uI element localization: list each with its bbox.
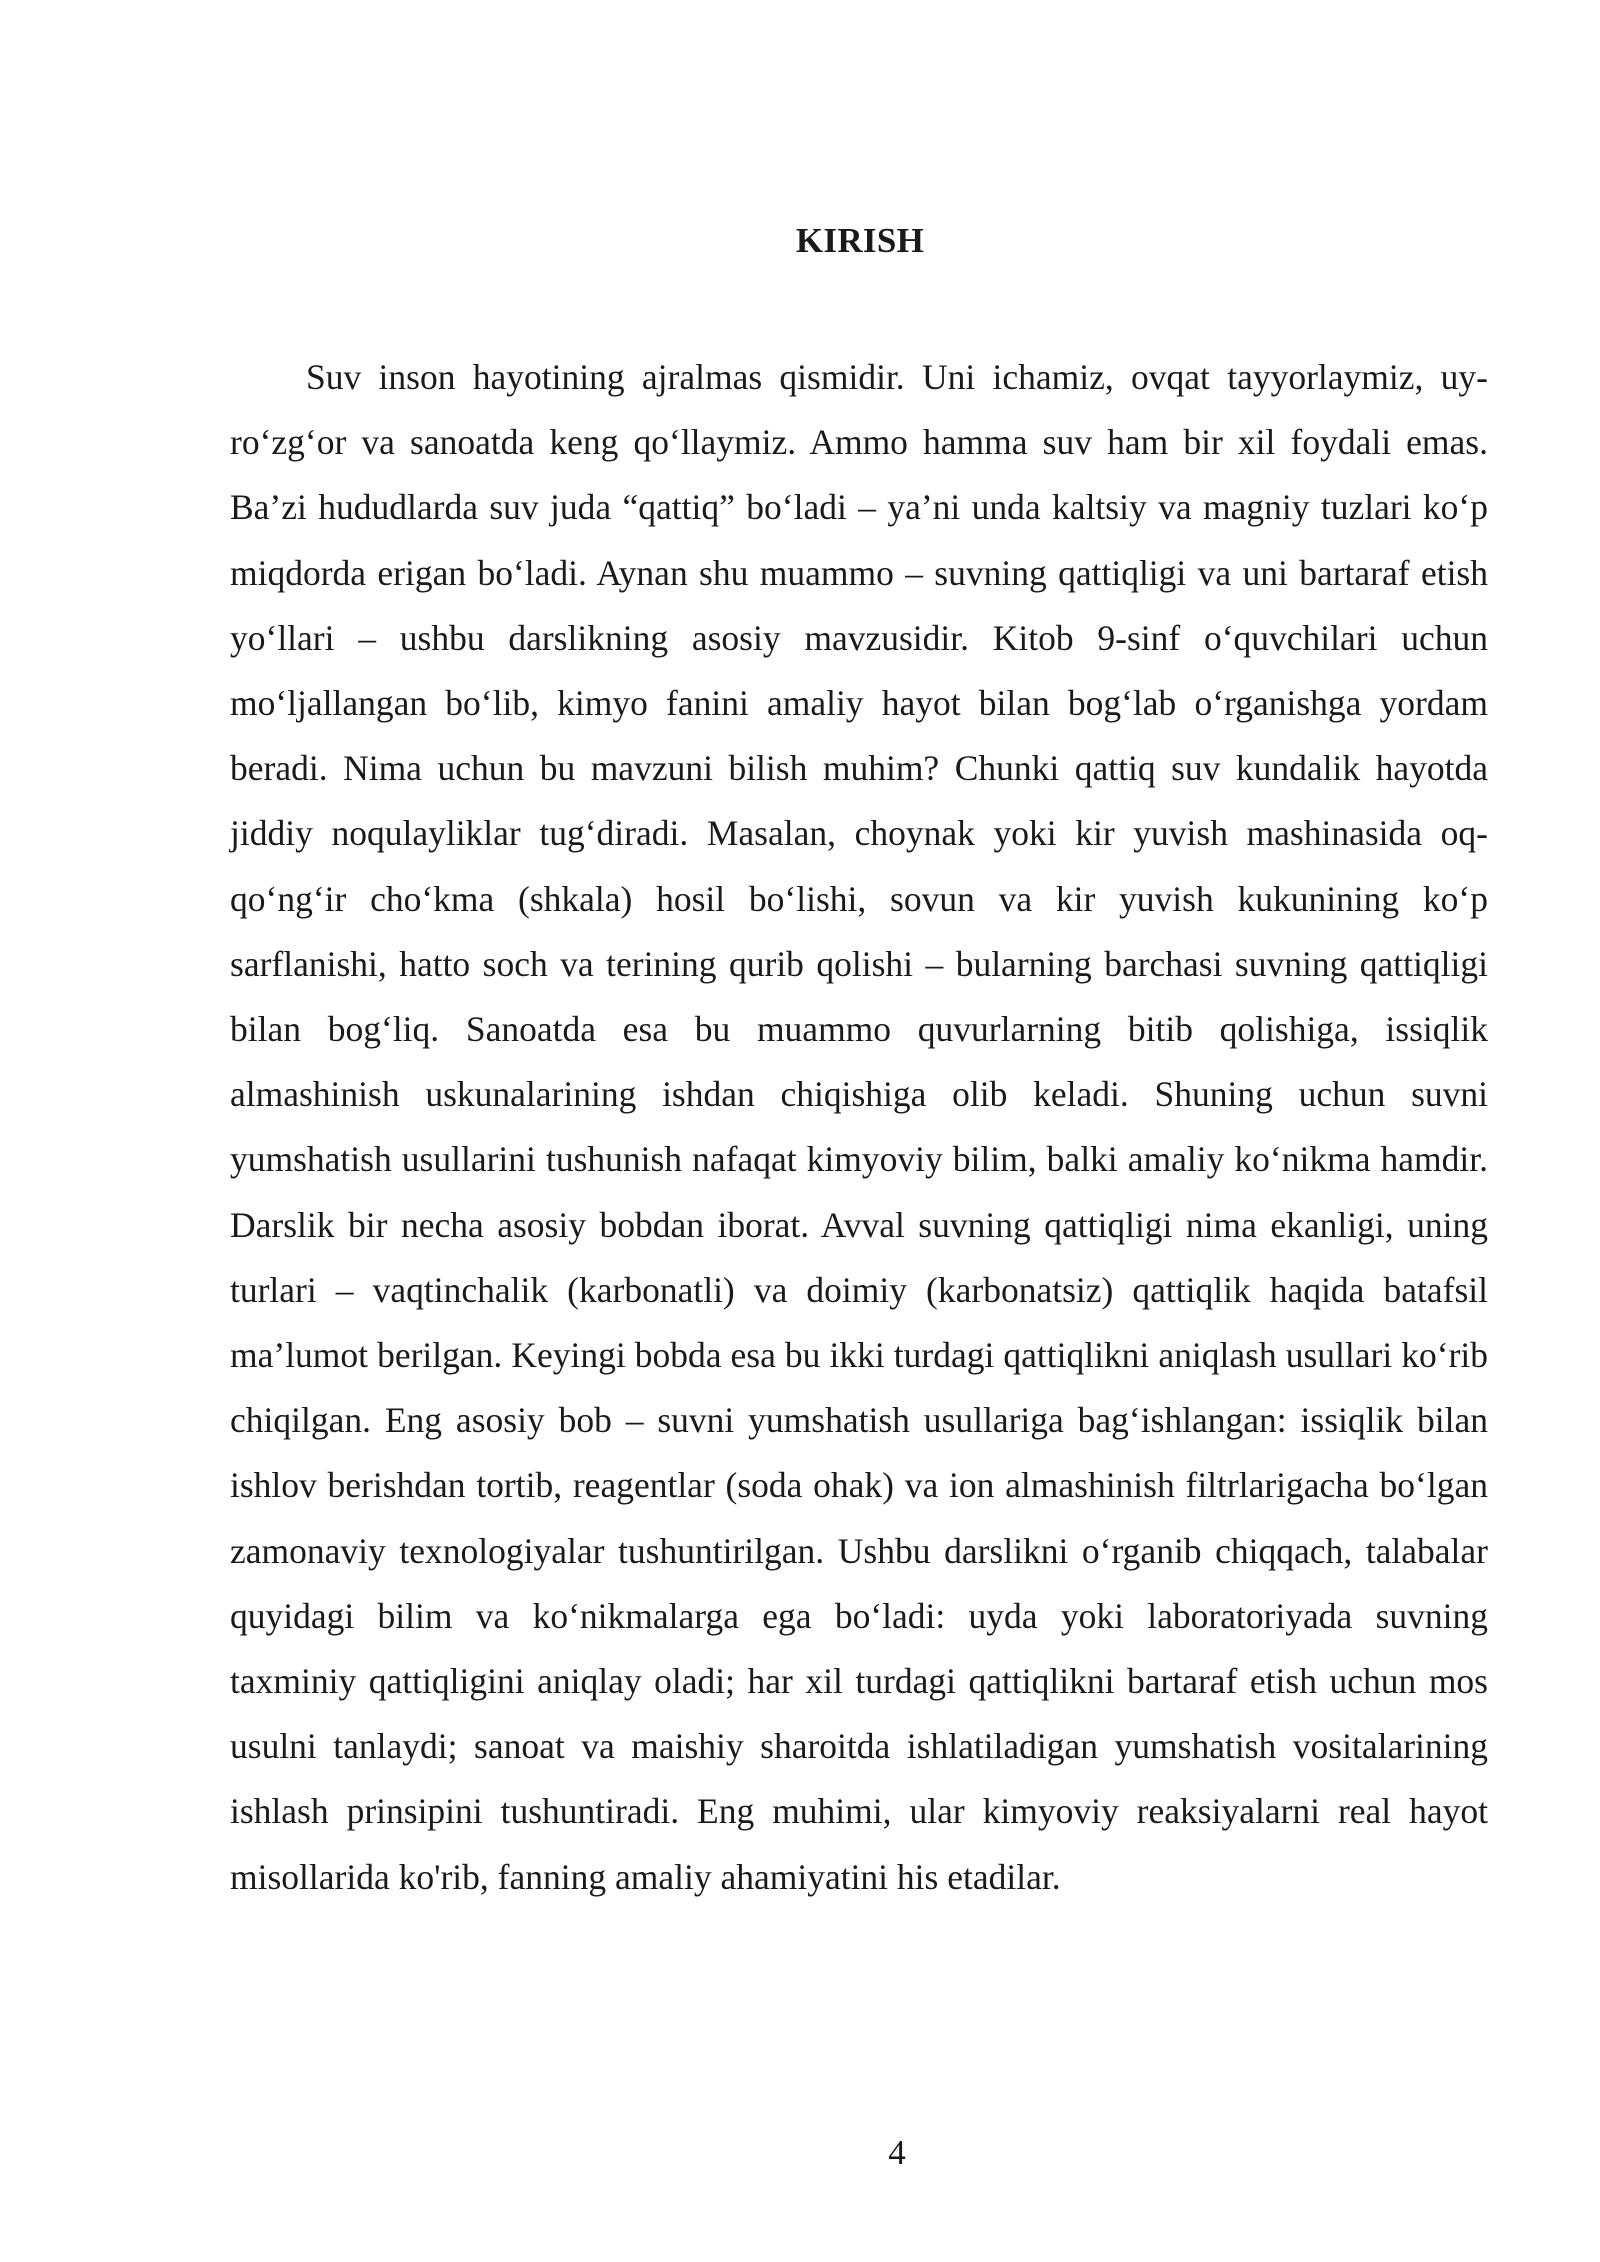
body-paragraph: Suv inson hayotining ajralmas qismidir. Uni ichamiz, ovqat tayyorlaymiz, uy-ro‘zg‘or va sanoatda keng qo‘llaymiz. Ammo hamma suv ham bir xil foydali emas. Ba’zi hududlarda suv juda “qattiq” bo‘ladi – ya’ni unda kaltsiy va magniy tuzlari ko‘p miqdorda erigan bo‘ladi. Aynan shu muammo – suvning qattiqligi va uni bartaraf etish yo‘llari – ushbu darslikning asosiy mavzusidir. Kitob 9-sinf o‘quvchilari uchun mo‘ljallangan bo‘lib, kimyo fanini amaliy hayot bilan bog‘lab o‘rganishga yordam beradi. Nima uchun bu mavzuni bilish muhim? Chunki qattiq suv kundalik hayotda jiddiy noqulayliklar tug‘diradi. Masalan, choynak yoki kir yuvish mashinasida oq-qo‘ng‘ir cho‘kma (shkala) hosil bo‘lishi, sovun va kir yuvish kukunining ko‘p sarflanishi, hatto soch va terining qurib qolishi – bularning barchasi suvning qattiqligi bilan bog‘liq. Sanoatda esa bu muammo quvurlarning bitib qolishiga, issiqlik almashinish uskunalarining ishdan chiqishiga olib keladi. Shuning uchun suvni yumshatish usullarini tushunish nafaqat kimyoviy bilim, balki amaliy ko‘nikma hamdir. Darslik bir necha asosiy bobdan iborat. Avval suvning qattiqligi nima ekanligi, uning turlari – vaqtinchalik (karbonatli) va doimiy (karbonatsiz) qattiqlik haqida batafsil ma’lumot berilgan. Keyingi bobda esa bu ikki turdagi qattiqlikni aniqlash usullari ko‘rib chiqilgan. Eng asosiy bob – suvni yumshatish usullariga bag‘ishlangan: issiqlik bilan ishlov berishdan tortib, reagentlar (soda ohak) va ion almashinish filtrlarigacha bo‘lgan zamonaviy texnologiyalar tushuntirilgan. Ushbu darslikni o‘rganib chiqqach, talabalar quyidagi bilim va ko‘nikmalarga ega bo‘ladi: uyda yoki laboratoriyada suvning taxminiy qattiqligini aniqlay oladi; har xil turdagi qattiqlikni bartaraf etish uchun mos usulni tanlaydi; sanoat va maishiy sharoitda ishlatiladigan yumshatish vositalarining ishlash prinsipini tushuntiradi. Eng muhimi, ular kimyoviy reaksiyalarni real hayot misollarida ko'rib, fanning amaliy ahamiyatini his etadilar.	[230, 357, 1488, 1897]
page-number: 4	[888, 2133, 906, 2172]
page-title: KIRISH	[795, 221, 925, 260]
